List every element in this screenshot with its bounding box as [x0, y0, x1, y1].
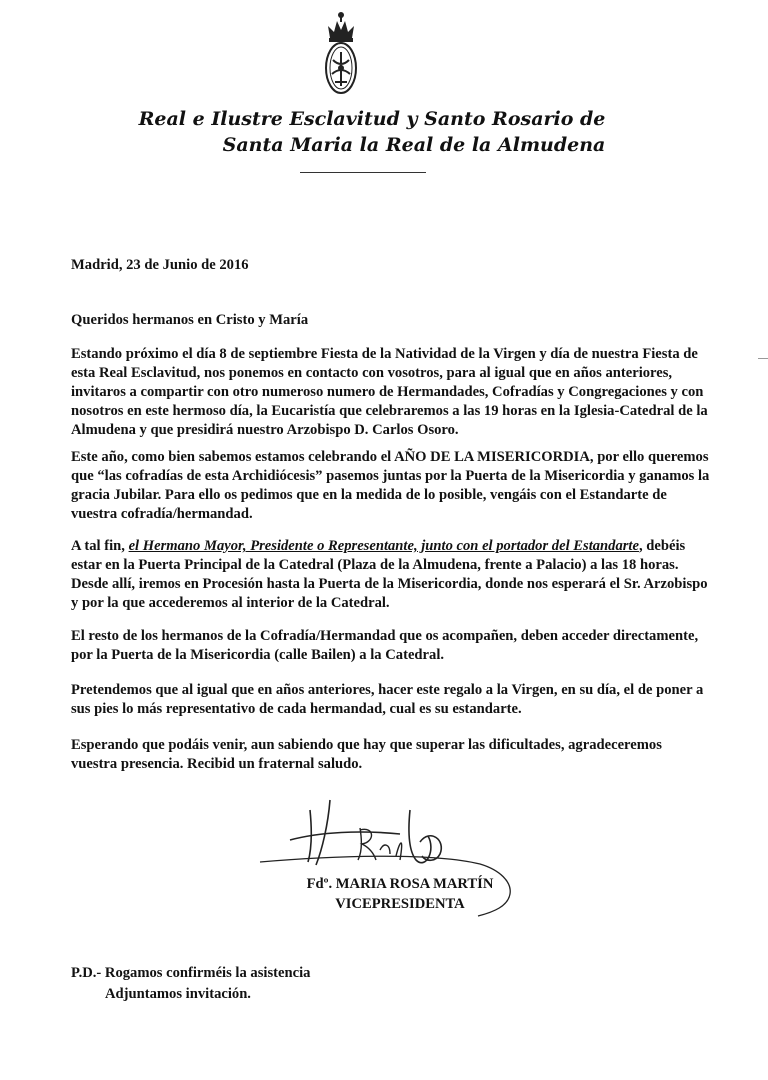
- paragraph-3: [71, 537, 711, 613]
- postscript-line-2: Adjuntamos invitación.: [105, 986, 251, 1002]
- paragraph-3-underlined: el Hermano Mayor, Presidente o Representante, junto con el portador del Estandarte: [128, 538, 639, 554]
- letter-date: Madrid, 23 de Junio de 2016: [71, 257, 249, 273]
- signer-name: Fdº. MARIA ROSA MARTÍN: [306, 876, 494, 892]
- scan-mark: [758, 358, 768, 359]
- letter-greeting: Queridos hermanos en Cristo y María: [71, 312, 309, 328]
- heading-line-1: Real e Ilustre Esclavitud y Santo Rosario de: [138, 108, 606, 130]
- signer-title: VICEPRESIDENTA: [335, 896, 465, 912]
- paragraph-6: Esperando que podáis venir, aun sabiendo que hay que superar las dificultades, agradeceremos vuestra presencia. Recibid un fraternal saludo.: [71, 737, 662, 772]
- heading-line-2: Santa Maria la Real de la Almudena: [222, 134, 606, 156]
- paragraph-3-end: , debéis estar en la Puerta Principal de la Catedral (Plaza de la Almudena, frente a Palacio) a las 18 horas. Desde allí, iremos en Procesión hasta la Puerta de la Misericordia, donde nos esperará el Sr. Arzobispo y por la que accederemos al interior de la Catedral.: [71, 538, 708, 611]
- paragraph-5: Pretendemos que al igual que en años anteriores, hacer este regalo a la Virgen, en su día, el de poner a sus pies lo más representativo de cada hermandad, cual es su estandarte.: [71, 682, 704, 717]
- postscript-line-1: P.D.- Rogamos confirméis la asistencia: [71, 965, 311, 981]
- crown-emblem-icon: [318, 8, 364, 100]
- paragraph-2: Este año, como bien sabemos estamos celebrando el AÑO DE LA MISERICORDIA, por ello queremos que “las cofradías de esta Archidiócesis” pasemos juntas por la Puerta de la Misericordia y ganamos la gracia Jubilar. Para ello os pedimos que en la medida de lo posible, vengáis con el Estandarte de vuestra cofradía/hermandad.: [71, 449, 710, 522]
- paragraph-1: Estando próximo el día 8 de septiembre Fiesta de la Natividad de la Virgen y día de nuestra Fiesta de esta Real Esclavitud, nos ponemos en contacto con vosotros, para al igual que en años anteriores, invitaros a compartir con otro numeroso numero de Hermandades, Cofradías y Congregaciones y con nosotros en este hermoso día, la Eucaristía que celebraremos a las 19 horas en la Iglesia-Catedral de la Almudena y que presidirá nuestro Arzobispo D. Carlos Osoro.: [71, 346, 708, 438]
- heading-divider: [300, 172, 426, 173]
- paragraph-4: El resto de los hermanos de la Cofradía/Hermandad que os acompañen, deben acceder directamente, por la Puerta de la Misericordia (calle Bailen) a la Catedral.: [71, 628, 699, 663]
- paragraph-3-start: A tal fin,: [71, 538, 129, 554]
